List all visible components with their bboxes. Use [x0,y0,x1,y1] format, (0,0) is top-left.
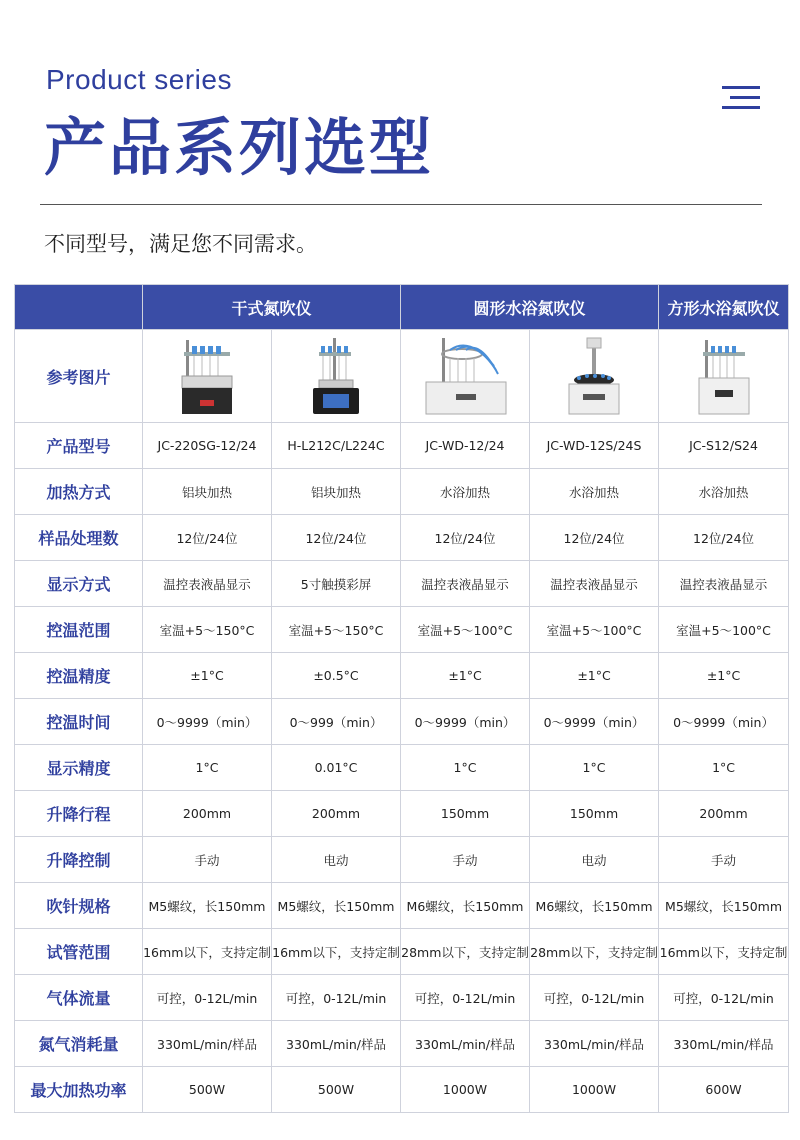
table-cell: 16mm以下，支持定制 [272,929,401,975]
table-cell: 12位/24位 [530,515,659,561]
table-cell: 室温+5～100°C [659,607,789,653]
table-row [15,653,789,699]
table-row [15,975,789,1021]
table-cell: H-L212C/L224C [272,423,401,469]
row-label: 控温精度 [15,653,143,699]
table-cell: 可控，0-12L/min [143,975,272,1021]
table-cell: 200mm [659,791,789,837]
menu-icon[interactable] [722,86,760,110]
row-label: 加热方式 [15,469,143,515]
table-cell: 1°C [143,745,272,791]
table-cell: 0～9999（min） [659,699,789,745]
table-cell: 1°C [659,745,789,791]
table-cell: 温控表液晶显示 [659,561,789,607]
product-image-cell [272,330,401,423]
table-cell: 330mL/min/样品 [272,1021,401,1067]
row-label: 显示方式 [15,561,143,607]
product-image-cell [530,330,659,423]
table-cell: 330mL/min/样品 [401,1021,530,1067]
group-header-round-water-bath: 圆形水浴氮吹仪 [401,285,659,330]
table-cell: 200mm [143,791,272,837]
table-cell: 28mm以下，支持定制 [530,929,659,975]
table-cell: 温控表液晶显示 [401,561,530,607]
table-cell: 铝块加热 [272,469,401,515]
row-label: 控温范围 [15,607,143,653]
table-cell: JC-WD-12/24 [401,423,530,469]
table-row [15,607,789,653]
table-cell: 12位/24位 [272,515,401,561]
product-image-cell [401,330,530,423]
table-cell: 手动 [401,837,530,883]
table-cell: 室温+5～100°C [401,607,530,653]
table-cell: 330mL/min/样品 [659,1021,789,1067]
table-cell: 16mm以下，支持定制 [143,929,272,975]
table-row [15,837,789,883]
row-label: 升降控制 [15,837,143,883]
table-cell: 330mL/min/样品 [143,1021,272,1067]
table-row [15,699,789,745]
row-label: 气体流量 [15,975,143,1021]
table-cell: 150mm [530,791,659,837]
row-label: 产品型号 [15,423,143,469]
header-divider [40,204,762,205]
table-cell: M6螺纹，长150mm [530,883,659,929]
row-label: 最大加热功率 [15,1067,143,1113]
table-cell: 500W [143,1067,272,1113]
table-cell: 0～9999（min） [401,699,530,745]
table-cell: 室温+5～150°C [272,607,401,653]
round-water-bath-compact-image [559,336,629,416]
square-water-bath-evaporator-image [689,336,759,416]
table-row [15,1021,789,1067]
table-cell: 12位/24位 [143,515,272,561]
table-cell: 可控，0-12L/min [272,975,401,1021]
table-cell: 600W [659,1067,789,1113]
table-cell: 500W [272,1067,401,1113]
table-cell: 电动 [530,837,659,883]
table-row [15,929,789,975]
table-cell: 水浴加热 [659,469,789,515]
table-cell: M5螺纹，长150mm [143,883,272,929]
table-cell: 水浴加热 [401,469,530,515]
table-cell: M5螺纹，长150mm [659,883,789,929]
table-cell: JC-S12/S24 [659,423,789,469]
table-cell: 150mm [401,791,530,837]
table-cell: 28mm以下，支持定制 [401,929,530,975]
row-label: 氮气消耗量 [15,1021,143,1067]
table-cell: 1000W [401,1067,530,1113]
spec-table [14,284,789,1113]
row-label: 控温时间 [15,699,143,745]
table-row [15,561,789,607]
touchscreen-evaporator-image [301,336,371,416]
table-cell: 0～999（min） [272,699,401,745]
table-cell: 可控，0-12L/min [401,975,530,1021]
image-row [15,330,789,423]
table-cell: 水浴加热 [530,469,659,515]
row-label: 升降行程 [15,791,143,837]
table-cell: 330mL/min/样品 [530,1021,659,1067]
table-cell: 1°C [401,745,530,791]
row-label: 显示精度 [15,745,143,791]
table-cell: 200mm [272,791,401,837]
row-label: 样品处理数 [15,515,143,561]
row-label: 参考图片 [15,330,143,423]
table-cell: 温控表液晶显示 [143,561,272,607]
table-cell: 温控表液晶显示 [530,561,659,607]
table-cell: ±1°C [401,653,530,699]
table-cell: ±1°C [530,653,659,699]
subtitle: 不同型号，满足您不同需求。 [44,232,317,256]
table-cell: 5寸触摸彩屏 [272,561,401,607]
table-cell: 电动 [272,837,401,883]
table-cell: 12位/24位 [659,515,789,561]
table-cell: M6螺纹，长150mm [401,883,530,929]
table-cell: 1000W [530,1067,659,1113]
table-cell: ±1°C [143,653,272,699]
round-water-bath-evaporator-image [420,336,510,416]
row-label: 吹针规格 [15,883,143,929]
row-label: 试管范围 [15,929,143,975]
product-image-cell [659,330,789,423]
table-cell: 铝块加热 [143,469,272,515]
table-row [15,469,789,515]
table-cell: 0.01°C [272,745,401,791]
table-header-corner [15,285,143,330]
table-cell: JC-WD-12S/24S [530,423,659,469]
table-row [15,515,789,561]
group-header-square-water-bath: 方形水浴氮吹仪 [659,285,789,330]
table-cell: 可控，0-12L/min [530,975,659,1021]
table-row [15,423,789,469]
table-cell: 室温+5～100°C [530,607,659,653]
product-image-cell [143,330,272,423]
table-cell: 0～9999（min） [530,699,659,745]
page-title: 产品系列选型 [44,111,435,184]
table-row [15,745,789,791]
dry-block-evaporator-image [172,336,242,416]
table-cell: 16mm以下，支持定制 [659,929,789,975]
table-cell: 1°C [530,745,659,791]
table-cell: 手动 [143,837,272,883]
table-cell: 0～9999（min） [143,699,272,745]
header-title-en: Product series [46,64,232,95]
table-cell: ±1°C [659,653,789,699]
group-header-dry: 干式氮吹仪 [143,285,401,330]
table-row [15,791,789,837]
table-row [15,883,789,929]
table-cell: 12位/24位 [401,515,530,561]
table-cell: ±0.5°C [272,653,401,699]
table-cell: 手动 [659,837,789,883]
table-cell: M5螺纹，长150mm [272,883,401,929]
table-cell: 室温+5～150°C [143,607,272,653]
table-row [15,1067,789,1113]
table-cell: 可控，0-12L/min [659,975,789,1021]
table-cell: JC-220SG-12/24 [143,423,272,469]
